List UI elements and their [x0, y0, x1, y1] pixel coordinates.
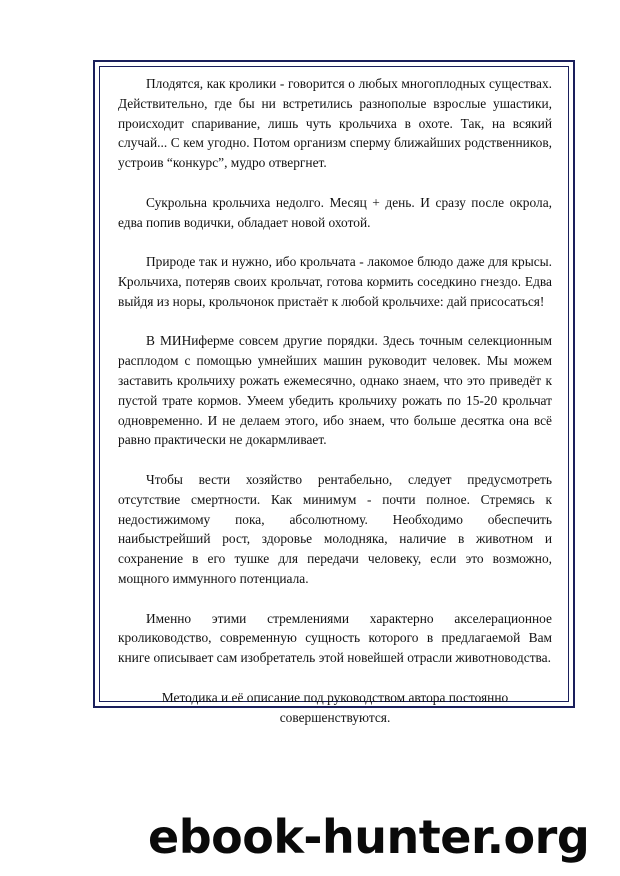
paragraph: Плодятся, как кролики - говорится о любых многоплодных существах. Действительно, где бы ни встретились разнополые взрослые ушастики, происходит спаривание, лишь чуть крольчиха в охоте. Так, на всякий случай... С кем угодно. Потом организм сперму ближайших родственников, устроив “конкурс”, мудро отвергнет. [118, 76, 552, 171]
paragraph: Именно этими стремлениями характерно акселерационное кролиководство, современную сущность которого в предлагаемой Вам книге описывает сам изобретатель этой новейшей отрасли животноводства. [118, 610, 552, 666]
closing-note: Методика и её описание под руководством автора постоянно совершенствуются. [161, 689, 509, 725]
body-text [118, 74, 552, 727]
paragraph: Природе так и нужно, ибо крольчата - лакомое блюдо даже для крысы. Крольчиха, потеряв своих крольчат, готова кормить соседкино гнездо. Едва выйдя из норы, крольчонок пристаёт к любой крольчихе: дай присосаться! [118, 254, 552, 309]
paragraph: Чтобы вести хозяйство рентабельно, следует предусмотреть отсутствие смертности. Как минимум - почти полное. Стремясь к недостижимому пока, абсолютному. Необходимо обеспечить наибыстрейший рост, здоровье молодняка, наличие в животном и сохранение в его тушке для передачи человеку, если это возможно, мощного иммунного потенциала. [118, 471, 552, 586]
paragraph: Сукрольна крольчиха недолго. Месяц + день. И сразу после окрола, едва попив водички, обладает новой охотой. [118, 194, 552, 230]
paragraph: В МИНиферме совсем другие порядки. Здесь точным селекционным расплодом с помощью умнейших машин руководит человек. Мы можем заставить крольчиху рожать ежемесячно, однако знаем, что это приведёт к пустой трате кормов. Умеем убедить крольчиху рожать по 15-20 крольчат одновременно. И не делаем этого, ибо знаем, что больше десятка она всё равно практически не докармливает. [118, 333, 552, 448]
watermark-text: ebook-hunter.org [148, 810, 590, 864]
